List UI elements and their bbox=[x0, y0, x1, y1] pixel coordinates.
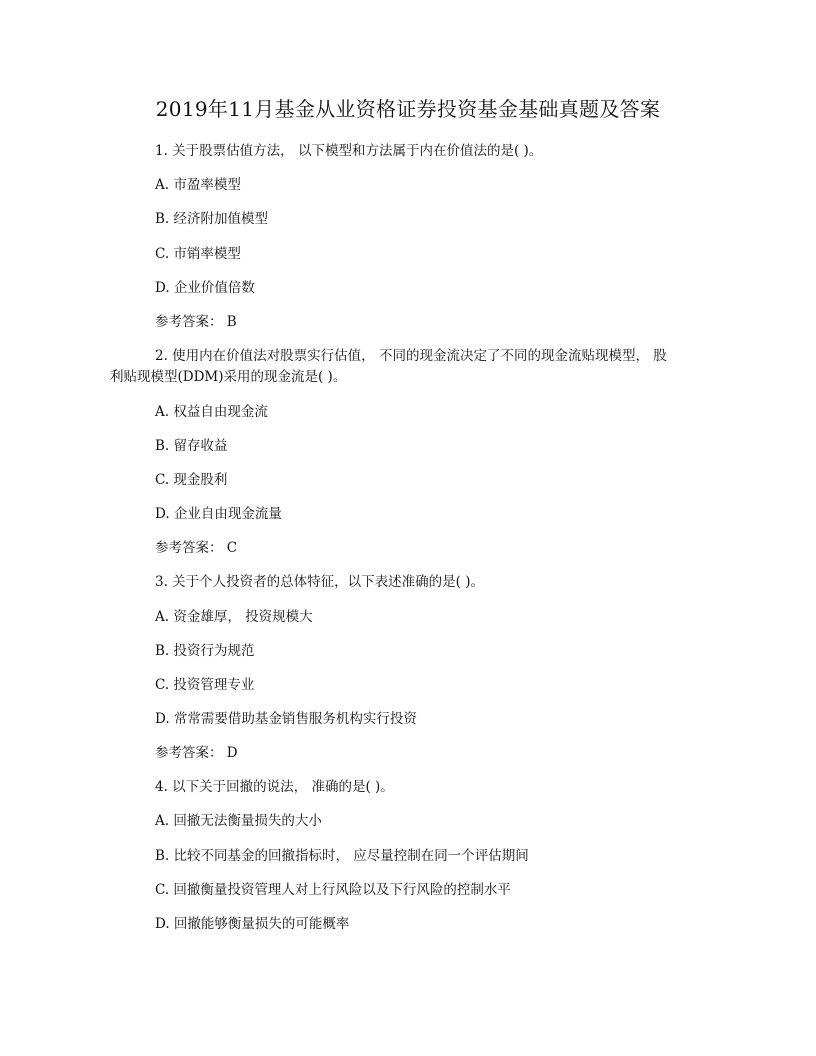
question-2-option-b: B. 留存收益 bbox=[155, 438, 228, 454]
question-1-stem: 1. 关于股票估值方法， 以下模型和方法属于内在价值法的是( )。 bbox=[155, 143, 543, 159]
question-3-option-a: A. 资金雄厚， 投资规模大 bbox=[155, 609, 313, 625]
question-3-answer: 参考答案： D bbox=[155, 745, 238, 761]
question-4-option-a: A. 回撤无法衡量损失的大小 bbox=[155, 813, 322, 829]
question-4-option-c: C. 回撤衡量投资管理人对上行风险以及下行风险的控制水平 bbox=[155, 882, 511, 898]
page-title: 2019年11月基金从业资格证券投资基金基础真题及答案 bbox=[155, 97, 661, 121]
question-2-option-c: C. 现金股利 bbox=[155, 472, 228, 488]
question-3-option-d: D. 常常需要借助基金销售服务机构实行投资 bbox=[155, 711, 417, 727]
question-3-option-c: C. 投资管理专业 bbox=[155, 677, 255, 693]
question-4-option-d: D. 回撤能够衡量损失的可能概率 bbox=[155, 916, 350, 932]
question-2-answer: 参考答案： C bbox=[155, 540, 238, 556]
question-3-stem: 3. 关于个人投资者的总体特征，以下表述准确的是( )。 bbox=[155, 574, 484, 590]
question-1-answer: 参考答案： B bbox=[155, 314, 237, 330]
question-3-option-b: B. 投资行为规范 bbox=[155, 643, 255, 659]
question-1-option-d: D. 企业价值倍数 bbox=[155, 280, 255, 296]
question-1-option-c: C. 市销率模型 bbox=[155, 246, 241, 262]
question-2-option-a: A. 权益自由现金流 bbox=[155, 404, 268, 420]
question-2-stem-line-2: 利贴现模型(DDM)采用的现金流是( )。 bbox=[110, 369, 347, 385]
question-4-stem: 4. 以下关于回撤的说法， 准确的是( )。 bbox=[155, 779, 394, 795]
question-1-option-a: A. 市盈率模型 bbox=[155, 177, 241, 193]
question-1-option-b: B. 经济附加值模型 bbox=[155, 211, 269, 227]
question-2-stem-line-1: 2. 使用内在价值法对股票实行估值， 不同的现金流决定了不同的现金流贴现模型， 股 bbox=[155, 348, 667, 364]
question-2-option-d: D. 企业自由现金流量 bbox=[155, 506, 282, 522]
question-4-option-b: B. 比较不同基金的回撤指标时， 应尽量控制在同一个评估期间 bbox=[155, 848, 529, 864]
